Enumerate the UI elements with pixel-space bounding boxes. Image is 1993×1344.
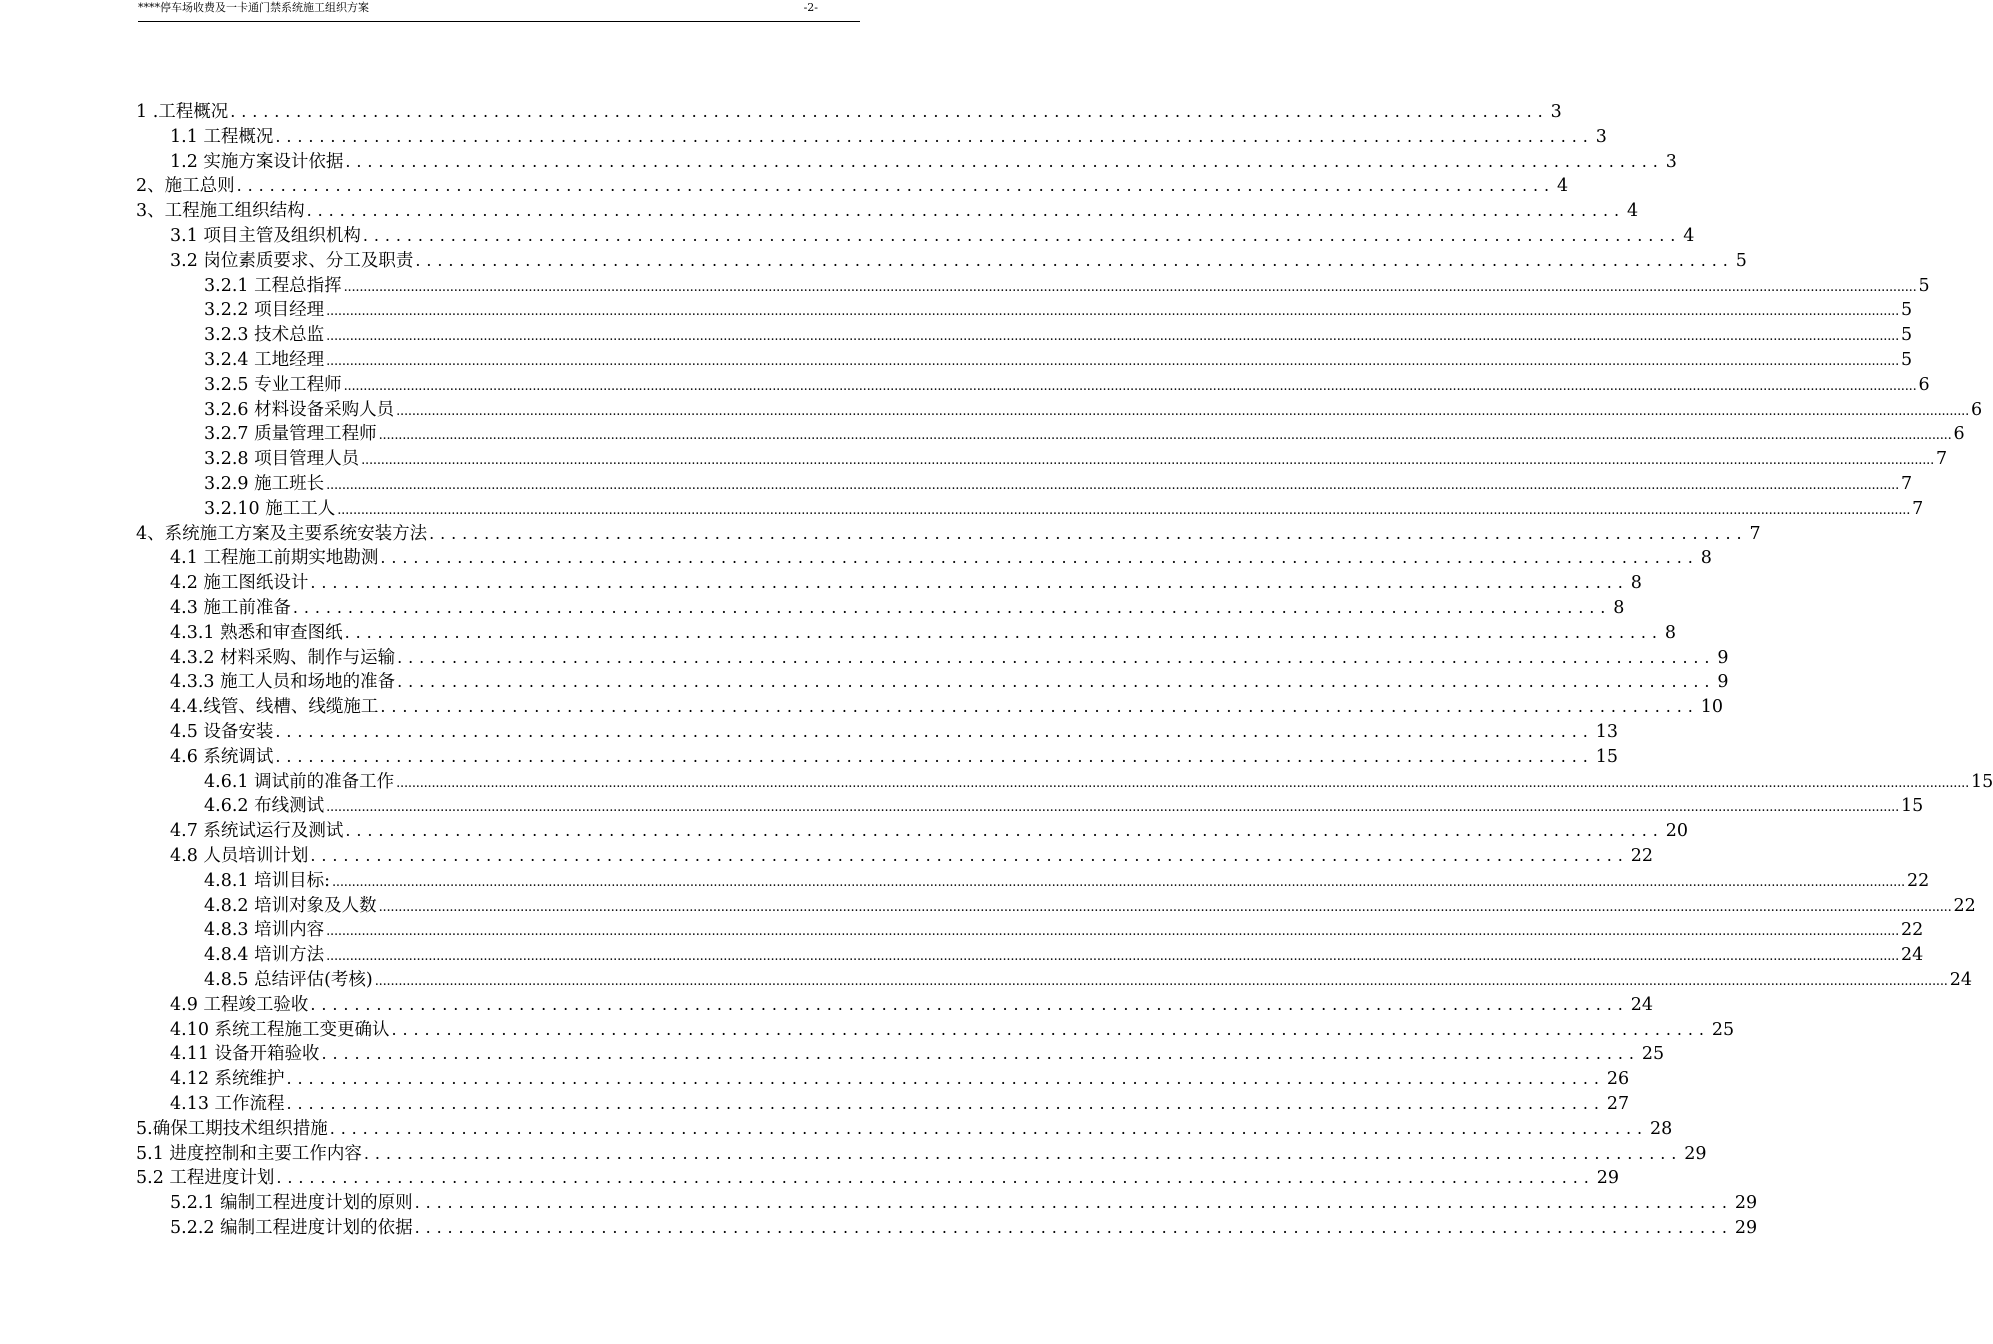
toc-entry-page: 29: [1596, 1168, 1619, 1189]
toc-entry-page: 15: [1595, 746, 1618, 767]
toc-entry-label: 4.9 工程竣工验收: [170, 994, 309, 1015]
toc-dot-leader: ........................................................................................................................: [236, 176, 1555, 196]
toc-dot-leader: ................................................................................................................................................................................................................................................................................................................................................................................................................: [374, 974, 1948, 989]
toc-entry-page: 6: [1918, 374, 1930, 395]
toc-entry-page: 22: [1906, 870, 1930, 891]
toc-entry-label: 4.13 工作流程: [170, 1094, 285, 1114]
toc-entry[interactable]: [136, 1142, 1707, 1166]
toc-dot-leader: ........................................................................................................................: [292, 598, 1612, 617]
toc-entry-page: 7: [1901, 474, 1913, 494]
toc-entry-label: 5.2 工程进度计划: [136, 1168, 275, 1189]
toc-entry[interactable]: [204, 894, 1976, 918]
toc-entry-page: 3: [1595, 126, 1607, 147]
toc-entry[interactable]: [136, 1117, 1673, 1141]
toc-entry-page: 26: [1606, 1069, 1630, 1090]
toc-entry-page: 22: [1953, 895, 1976, 916]
toc-entry[interactable]: [170, 150, 1677, 174]
toc-entry-label: 5.1 进度控制和主要工作内容: [136, 1143, 362, 1164]
toc-entry-label: 4.6 系统调试: [170, 746, 274, 767]
toc-entry-label: 4.3.2 材料采购、制作与运输: [170, 647, 396, 668]
toc-dot-leader: ................................................................................................................................................................................................................................................................................................................................................................................................................: [361, 453, 1935, 469]
toc-entry-label: 3.2.9 施工班长: [204, 474, 325, 494]
toc-entry-page: 6: [1953, 424, 1965, 445]
toc-dot-leader: ................................................................................................................................................................................................................................................................................................................................................................................................................: [326, 354, 1900, 369]
toc-dot-leader: ................................................................................................................................................................................................................................................................................................................................................................................................................: [326, 304, 1900, 320]
toc-entry-page: 8: [1630, 573, 1642, 594]
toc-entry-page: 22: [1630, 846, 1653, 866]
toc-entry-page: 4: [1626, 201, 1639, 222]
toc-entry-label: 4.8.4 培训方法: [204, 945, 325, 966]
toc-entry[interactable]: [204, 770, 1993, 794]
toc-entry[interactable]: [170, 695, 1723, 719]
toc-dot-leader: ........................................................................................................................: [275, 126, 1594, 146]
toc-dot-leader: ........................................................................................................................: [329, 1118, 1649, 1138]
toc-entry[interactable]: [204, 323, 1913, 347]
toc-entry[interactable]: [170, 720, 1618, 744]
toc-entry[interactable]: [204, 943, 1924, 967]
toc-entry-label: 1.2 实施方案设计依据: [170, 151, 344, 172]
toc-entry[interactable]: [170, 1191, 1758, 1215]
toc-entry-page: 5: [1735, 250, 1747, 271]
toc-entry[interactable]: [170, 646, 1729, 670]
toc-entry-page: 8: [1613, 598, 1625, 618]
toc-dot-leader: ........................................................................................................................: [414, 1193, 1733, 1213]
toc-entry-page: 22: [1901, 920, 1924, 941]
toc-entry-label: 4.8.3 培训内容: [204, 920, 325, 941]
toc-entry[interactable]: [170, 745, 1618, 769]
toc-entry-label: 4.5 设备安装: [170, 722, 274, 742]
toc-dot-leader: ................................................................................................................................................................................................................................................................................................................................................................................................................: [396, 775, 1970, 791]
toc-entry[interactable]: [170, 571, 1642, 595]
toc-entry[interactable]: [204, 794, 1924, 818]
toc-entry[interactable]: [136, 100, 1562, 124]
toc-dot-leader: ........................................................................................................................: [415, 250, 1734, 270]
toc-entry-label: 4、系统施工方案及主要系统安装方法: [136, 523, 428, 544]
toc-entry[interactable]: [170, 621, 1677, 645]
toc-entry-page: 7: [1936, 449, 1948, 470]
toc-entry-page: 29: [1734, 1218, 1758, 1238]
toc-dot-leader: ................................................................................................................................................................................................................................................................................................................................................................................................................: [378, 428, 1952, 444]
toc-entry[interactable]: [170, 1092, 1630, 1116]
toc-dot-leader: ........................................................................................................................: [321, 1044, 1640, 1064]
toc-entry-page: 5: [1918, 275, 1930, 296]
toc-dot-leader: ........................................................................................................................: [345, 821, 1664, 841]
toc-dot-leader: ........................................................................................................................: [275, 722, 1594, 741]
toc-dot-leader: ................................................................................................................................................................................................................................................................................................................................................................................................................: [396, 403, 1970, 419]
toc-dot-leader: ................................................................................................................................................................................................................................................................................................................................................................................................................: [378, 899, 1952, 915]
toc-entry-label: 5.2.2 编制工程进度计划的依据: [170, 1218, 413, 1238]
toc-entry-label: 1.1 工程概况: [170, 126, 274, 147]
toc-entry-page: 27: [1606, 1094, 1630, 1114]
toc-dot-leader: ................................................................................................................................................................................................................................................................................................................................................................................................................: [326, 478, 1900, 493]
toc-entry[interactable]: [170, 844, 1653, 868]
toc-dot-leader: ........................................................................................................................: [380, 697, 1699, 717]
toc-entry-page: 7: [1749, 523, 1761, 544]
toc-dot-leader: ........................................................................................................................: [286, 1094, 1605, 1113]
toc-entry-label: 3.2.2 项目经理: [204, 300, 325, 321]
toc-entry-page: 24: [1630, 994, 1653, 1015]
toc-entry-page: 7: [1912, 498, 1924, 519]
toc-entry-page: 4: [1556, 176, 1569, 197]
toc-entry-page: 4: [1683, 226, 1695, 246]
toc-entry-label: 3.2.4 工地经理: [204, 350, 325, 370]
toc-dot-leader: ................................................................................................................................................................................................................................................................................................................................................................................................................: [343, 279, 1917, 295]
toc-entry[interactable]: [136, 174, 1569, 198]
toc-entry-label: 4.7 系统试运行及测试: [170, 821, 344, 842]
toc-entry-page: 29: [1734, 1193, 1758, 1214]
toc-entry-page: 28: [1650, 1118, 1673, 1139]
toc-entry[interactable]: [204, 968, 1972, 992]
toc-entry-page: 15: [1971, 771, 1993, 792]
toc-entry-label: 3.2.3 技术总监: [204, 325, 325, 346]
toc-entry-label: 5.确保工期技术组织措施: [136, 1118, 328, 1139]
toc-dot-leader: ........................................................................................................................: [310, 994, 1629, 1014]
toc-entry-page: 6: [1971, 399, 1983, 420]
toc-entry[interactable]: [170, 670, 1729, 694]
toc-entry-label: 3.2.8 项目管理人员: [204, 449, 360, 470]
toc-dot-leader: ........................................................................................................................: [275, 746, 1594, 766]
toc-entry-label: 4.8.2 培训对象及人数: [204, 895, 377, 916]
toc-entry-label: 2、施工总则: [136, 176, 235, 197]
header-page-number: -2-: [803, 1, 818, 14]
toc-dot-leader: ........................................................................................................................: [397, 672, 1716, 692]
toc-entry[interactable]: [170, 546, 1712, 570]
toc-entry-page: 24: [1949, 970, 1972, 990]
toc-entry[interactable]: [170, 249, 1747, 273]
toc-entry[interactable]: [204, 373, 1930, 397]
toc-entry[interactable]: [204, 348, 1913, 372]
toc-entry[interactable]: [204, 298, 1913, 322]
toc-entry-label: 4.3.1 熟悉和审查图纸: [170, 622, 343, 643]
toc-entry-label: 3.1 项目主管及组织机构: [170, 226, 361, 246]
toc-entry[interactable]: [170, 596, 1625, 620]
toc-entry-label: 3.2.6 材料设备采购人员: [204, 399, 395, 420]
toc-dot-leader: ................................................................................................................................................................................................................................................................................................................................................................................................................: [326, 924, 1900, 940]
toc-dot-leader: ................................................................................................................................................................................................................................................................................................................................................................................................................: [326, 329, 1900, 345]
toc-entry-page: 25: [1641, 1044, 1665, 1065]
toc-entry-page: 5: [1901, 325, 1913, 346]
toc-entry-label: 4.8.1 培训目标:: [204, 870, 330, 891]
toc-entry-label: 4.6.1 调试前的准备工作: [204, 771, 395, 792]
toc-entry[interactable]: [204, 422, 1965, 446]
toc-dot-leader: ........................................................................................................................: [286, 1069, 1605, 1089]
toc-entry-label: 4.8.5 总结评估(考核): [204, 970, 373, 990]
toc-entry[interactable]: [136, 199, 1639, 223]
toc-entry[interactable]: [136, 1166, 1619, 1190]
toc-dot-leader: ........................................................................................................................: [306, 201, 1625, 221]
toc-entry-page: 9: [1717, 647, 1729, 668]
toc-entry-label: 4.6.2 布线测试: [204, 796, 325, 817]
toc-entry-page: 9: [1717, 672, 1729, 693]
toc-dot-leader: ........................................................................................................................: [310, 846, 1629, 865]
toc-dot-leader: ........................................................................................................................: [276, 1168, 1595, 1188]
toc-entry-label: 5.2.1 编制工程进度计划的原则: [170, 1193, 413, 1214]
toc-entry[interactable]: [170, 1018, 1735, 1042]
toc-entry[interactable]: [204, 497, 1924, 521]
toc-dot-leader: ........................................................................................................................: [397, 647, 1716, 667]
toc-entry-label: 4.10 系统工程施工变更确认: [170, 1019, 390, 1040]
toc-dot-leader: ........................................................................................................................: [310, 573, 1629, 593]
toc-dot-leader: ........................................................................................................................: [380, 548, 1699, 568]
toc-entry-page: 15: [1901, 796, 1924, 817]
toc-entry[interactable]: [170, 224, 1695, 248]
toc-entry-page: 20: [1665, 821, 1688, 842]
toc-dot-leader: ........................................................................................................................: [391, 1019, 1710, 1039]
toc-entry[interactable]: [170, 993, 1653, 1017]
toc-entry-page: 29: [1684, 1143, 1707, 1164]
toc-entry-label: 3.2.5 专业工程师: [204, 374, 342, 395]
toc-entry-page: 13: [1595, 722, 1618, 742]
toc-entry-page: 5: [1901, 350, 1913, 370]
toc-entry[interactable]: [170, 819, 1688, 843]
toc-entry[interactable]: [136, 522, 1761, 546]
toc-entry-label: 4.8 人员培训计划: [170, 846, 309, 866]
toc-dot-leader: ........................................................................................................................: [363, 1143, 1683, 1163]
toc-entry-label: 4.11 设备开箱验收: [170, 1044, 320, 1065]
toc-entry-page: 3: [1550, 102, 1562, 122]
toc-entry[interactable]: [170, 1067, 1630, 1091]
toc-entry-label: 4.3 施工前准备: [170, 598, 291, 618]
toc-entry-label: 4.1 工程施工前期实地勘测: [170, 548, 379, 569]
toc-dot-leader: ........................................................................................................................: [362, 226, 1682, 245]
toc-dot-leader: ........................................................................................................................: [230, 102, 1549, 121]
toc-entry-page: 5: [1901, 300, 1913, 321]
toc-entry[interactable]: [204, 869, 1930, 893]
toc-entry-label: 4.4.线管、线槽、线缆施工: [170, 697, 379, 718]
toc-entry-page: 3: [1665, 151, 1677, 172]
toc-entry-label: 1 .工程概况: [136, 102, 229, 122]
toc-entry-page: 24: [1901, 945, 1924, 966]
toc-dot-leader: ................................................................................................................................................................................................................................................................................................................................................................................................................: [343, 378, 1917, 394]
toc-entry[interactable]: [204, 274, 1930, 298]
toc-entry-label: 3.2.1 工程总指挥: [204, 275, 342, 296]
toc-entry[interactable]: [204, 398, 1983, 422]
toc-entry[interactable]: [204, 472, 1913, 496]
toc-entry-page: 10: [1700, 697, 1723, 718]
toc-dot-leader: ................................................................................................................................................................................................................................................................................................................................................................................................................: [326, 800, 1900, 816]
toc-entry[interactable]: [170, 1216, 1758, 1240]
toc-dot-leader: ................................................................................................................................................................................................................................................................................................................................................................................................................: [332, 874, 1905, 890]
toc-entry[interactable]: [204, 918, 1924, 942]
toc-entry-page: 25: [1711, 1019, 1735, 1040]
toc-entry[interactable]: [204, 447, 1948, 471]
toc-entry-page: 8: [1664, 622, 1677, 643]
toc-entry[interactable]: [170, 125, 1607, 149]
header-title: ****停车场收费及一卡通门禁系统施工组织方案: [138, 1, 369, 14]
toc-entry-page: 8: [1700, 548, 1712, 569]
toc-dot-leader: ........................................................................................................................: [344, 622, 1663, 642]
toc-entry-label: 3.2 岗位素质要求、分工及职责: [170, 250, 414, 271]
toc-dot-leader: ................................................................................................................................................................................................................................................................................................................................................................................................................: [337, 502, 1911, 518]
toc-dot-leader: ........................................................................................................................: [429, 523, 1748, 543]
toc-entry[interactable]: [170, 1042, 1665, 1066]
toc-entry-label: 3.2.10 施工工人: [204, 498, 336, 519]
toc-entry-label: 4.2 施工图纸设计: [170, 573, 309, 594]
toc-entry-label: 4.3.3 施工人员和场地的准备: [170, 672, 396, 693]
toc-dot-leader: ........................................................................................................................: [345, 151, 1664, 171]
toc-entry-label: 3、工程施工组织结构: [136, 201, 305, 222]
toc-dot-leader: ................................................................................................................................................................................................................................................................................................................................................................................................................: [326, 949, 1900, 965]
toc-dot-leader: ........................................................................................................................: [414, 1218, 1733, 1237]
toc-entry-label: 4.12 系统维护: [170, 1069, 285, 1090]
toc-entry-label: 3.2.7 质量管理工程师: [204, 424, 377, 445]
